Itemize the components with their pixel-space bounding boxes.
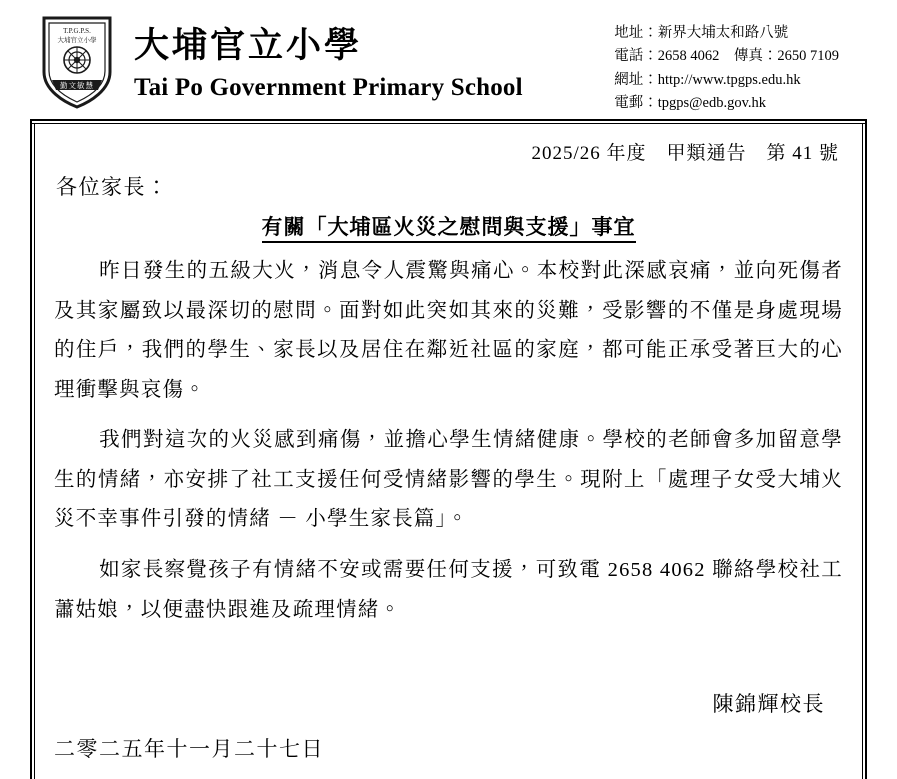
school-name-zh: 大埔官立小學 xyxy=(134,26,363,65)
principal-signature: 陳錦輝校長 xyxy=(712,692,825,716)
notice-number: 2025/26 年度 甲類通告 第 41 號 xyxy=(531,143,839,164)
notice-body xyxy=(46,128,851,779)
salutation: 各位家長： xyxy=(56,175,169,199)
paragraph-3: 如家長察覺孩子有情緒不安或需要任何支援，可致電 2658 4062 聯絡學校社工蕭姑娘，以便盡快跟進及疏理情緒。 xyxy=(54,558,843,621)
contact-phone-fax: 電話：2658 4062 傳真：2650 7109 xyxy=(614,48,839,65)
contact-info xyxy=(614,14,867,116)
school-name-en: Tai Po Government Primary School xyxy=(134,73,523,101)
svg-text:T.P.G.P.S.: T.P.G.P.S. xyxy=(63,27,91,35)
school-crest-icon xyxy=(38,14,116,110)
notice-date: 二零二五年十一月二十七日 xyxy=(54,737,324,761)
svg-text:大埔官立小學: 大埔官立小學 xyxy=(57,37,97,44)
subject-title xyxy=(52,211,845,241)
header-divider-thin xyxy=(30,123,867,124)
contact-address: 地址：新界大埔太和路八號 xyxy=(614,25,789,41)
svg-text:勤文敏慧: 勤文敏慧 xyxy=(60,81,94,90)
header-divider-thick xyxy=(30,119,867,121)
contact-website: 網址：http://www.tpgps.edu.hk xyxy=(614,71,801,88)
contact-email: 電郵：tpgps@edb.gov.hk xyxy=(614,95,767,112)
border-left-thin xyxy=(34,123,35,779)
letterhead xyxy=(0,0,897,116)
paragraph-2: 我們對這次的火災感到痛傷，並擔心學生情緒健康。學校的老師會多加留意學生的情緒，亦安排了社工支援任何受情緒影響的學生。現附上「處理子女受大埔火災不幸事件引發的情緒 － 小學生家長篇」。 xyxy=(54,429,843,531)
school-name-block xyxy=(134,14,523,104)
border-left-thick xyxy=(30,119,32,779)
subject-title-text: 有關「大埔區火災之慰問與支援」事宜 xyxy=(262,215,636,243)
border-right-thick xyxy=(865,119,867,779)
border-right-thin xyxy=(862,123,863,779)
paragraph-1: 昨日發生的五級大火，消息令人震驚與痛心。本校對此深感哀痛，並向死傷者及其家屬致以最深切的慰問。面對如此突如其來的災難，受影響的不僅是身處現場的住戶，我們的學生、家長以及居住在鄰近社區的家庭，都可能正承受著巨大的心理衝擊與哀傷。 xyxy=(54,260,843,401)
